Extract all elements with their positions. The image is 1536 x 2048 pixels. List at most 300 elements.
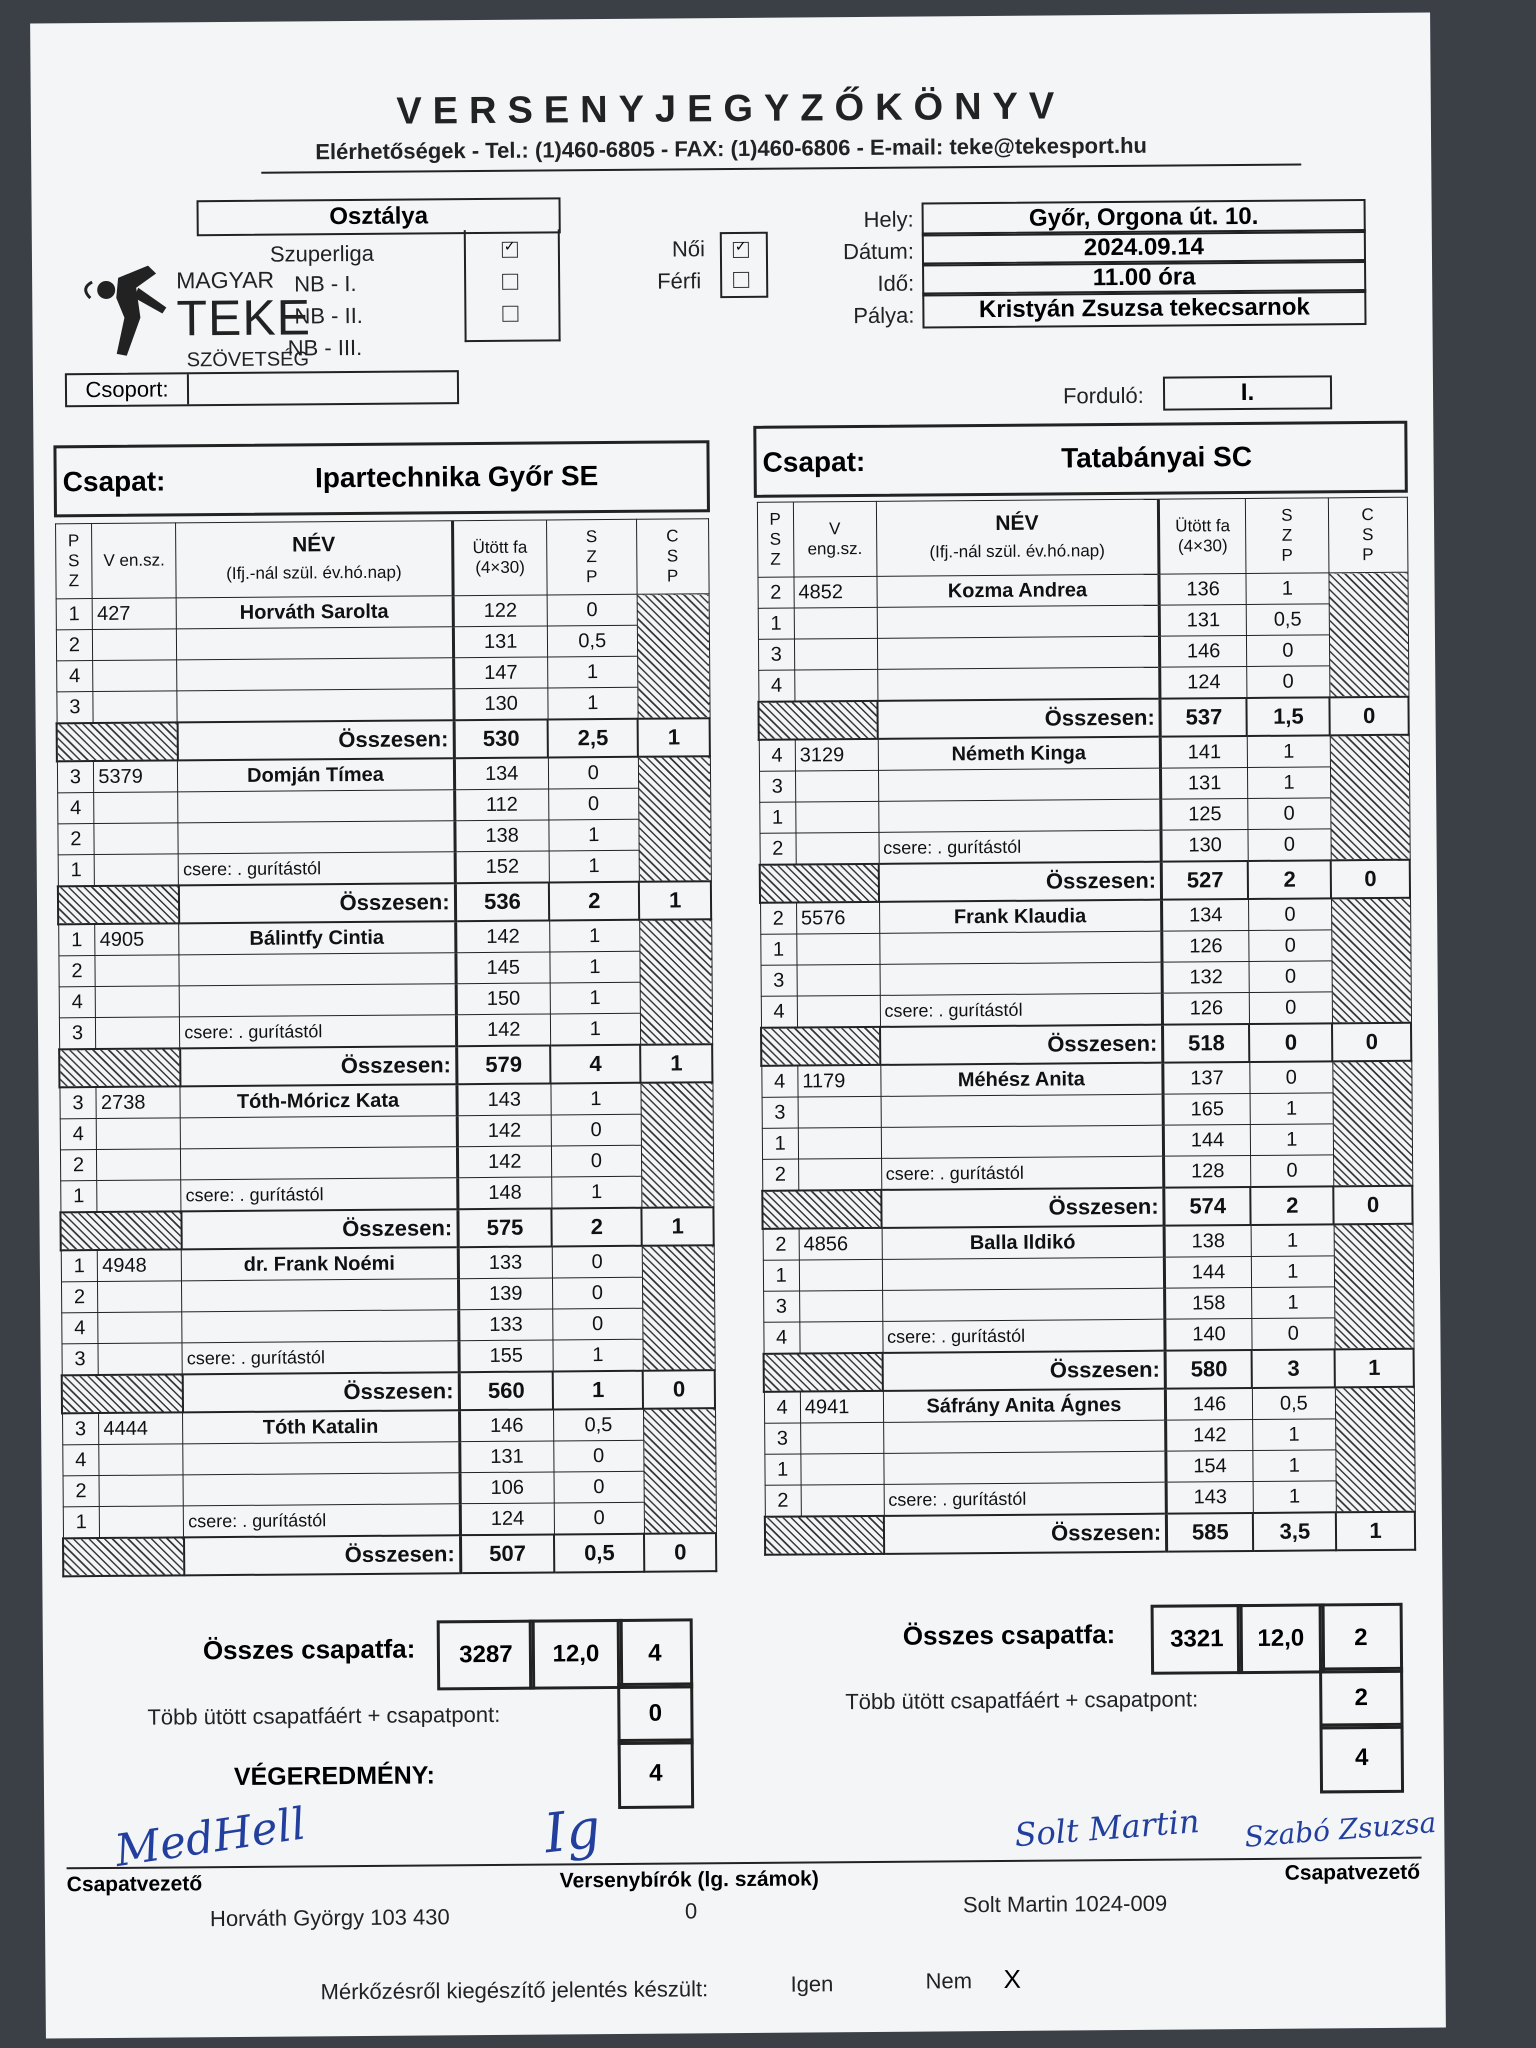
csp-hatched-cell <box>639 919 712 1045</box>
player-id: 3129 <box>795 739 878 771</box>
palya-value: Kristyán Zsuzsa tekecsarnok <box>922 289 1366 328</box>
psz-header-letter: Z <box>68 571 80 591</box>
score-cell: 132 <box>1162 961 1249 993</box>
player-id-empty <box>98 1343 182 1375</box>
player-id-empty <box>94 792 178 824</box>
score-cell: 122 <box>453 595 547 627</box>
player-id-empty <box>93 691 177 723</box>
player-row <box>62 1408 715 1445</box>
player-id-empty <box>794 607 877 639</box>
subtotal-csp: 1 <box>640 1044 712 1083</box>
player-row <box>56 625 709 661</box>
player-id-empty <box>94 854 178 886</box>
player-row <box>57 788 710 824</box>
csere-note: csere: . gurítástól <box>180 1015 457 1049</box>
player-id-empty <box>100 1506 184 1538</box>
szp-header-letter: Z <box>1281 525 1293 545</box>
player-id: 4948 <box>98 1249 182 1281</box>
subtotal-setpoints: 2 <box>552 1208 642 1247</box>
utott-header <box>1159 498 1246 574</box>
setpoint-cell: 1 <box>551 1176 641 1208</box>
report-igen: Igen <box>790 1971 834 1997</box>
player-id: 4856 <box>799 1228 882 1260</box>
lane-cell: 1 <box>759 802 796 833</box>
team-left-name: Ipartechnika Győr SE <box>314 460 599 494</box>
setpoint-cell: 0 <box>548 757 638 789</box>
contact-line: Elérhetőségek - Tel.: (1)460-6805 - FAX: (1)460-6806 - E-mail: teke@tekesport.hu <box>315 132 1148 165</box>
division-szuperliga: Szuperliga <box>269 240 374 267</box>
player-row <box>764 1449 1414 1485</box>
signature-right-1: Solt Martin <box>1013 1801 1201 1855</box>
setpoint-cell: 1 <box>548 687 638 719</box>
bowler-icon <box>78 257 179 368</box>
osszesen-label: Összesen: <box>881 1188 1164 1228</box>
subtotal-csp: 0 <box>1332 1023 1411 1062</box>
score-cell: 131 <box>1161 767 1248 799</box>
setpoint-cell: 0 <box>1247 666 1330 698</box>
player-row <box>761 1061 1411 1098</box>
csp-hatched-cell <box>1331 898 1411 1024</box>
player-row <box>759 766 1409 802</box>
player-row <box>61 1339 714 1376</box>
setpoint-cell: 0 <box>551 1145 641 1177</box>
subtotal-hatched-cell <box>58 885 179 924</box>
player-name-empty <box>177 689 454 723</box>
csp-hatched-cell <box>638 756 711 882</box>
csp-hatched-cell <box>637 594 710 719</box>
szuperliga-checkbox[interactable] <box>502 242 518 258</box>
player-row <box>57 756 710 793</box>
player-name: Balla Ildikó <box>882 1226 1165 1260</box>
lane-cell: 4 <box>61 1313 98 1344</box>
player-row <box>761 960 1411 996</box>
player-row <box>759 797 1409 833</box>
subtotal-csp: 1 <box>639 881 711 920</box>
player-name-empty <box>877 667 1160 701</box>
fordulo-label: Forduló: <box>1062 382 1144 409</box>
vegeredmeny-label: VÉGEREDMÉNY: <box>233 1761 435 1791</box>
doc-title: VERSENYJEGYZŐKÖNYV <box>396 85 1066 133</box>
score-cell: 125 <box>1161 798 1248 830</box>
player-name-empty <box>883 1420 1166 1453</box>
player-row <box>763 1224 1413 1261</box>
setpoint-cell: 0 <box>552 1308 642 1340</box>
lane-cell: 4 <box>57 793 94 824</box>
score-cell: 154 <box>1166 1450 1253 1482</box>
setpoint-cell: 0,5 <box>553 1409 643 1441</box>
setpoint-cell: 0 <box>554 1471 644 1503</box>
score-cell: 136 <box>1159 573 1246 605</box>
lane-cell: 4 <box>761 1066 798 1098</box>
lane-cell: 4 <box>60 1119 97 1150</box>
score-cell: 124 <box>1160 666 1247 698</box>
setpoint-cell: 0 <box>1251 1155 1334 1187</box>
utott-header-text: Ütött fa <box>1175 516 1231 536</box>
setpoint-cell: 1 <box>1253 1419 1336 1451</box>
player-name-empty <box>182 1279 459 1312</box>
player-name-empty <box>877 605 1160 638</box>
player-row <box>760 898 1410 935</box>
score-cell: 112 <box>454 789 548 821</box>
lane-cell: 2 <box>759 833 796 865</box>
score-cell: 142 <box>457 1115 551 1147</box>
lane-cell: 3 <box>57 761 94 793</box>
score-cell: 142 <box>457 1146 551 1178</box>
score-cell: 139 <box>458 1278 552 1310</box>
csp-hatched-cell <box>1329 572 1409 697</box>
player-id-empty <box>96 1017 180 1049</box>
subtotal-score: 574 <box>1164 1187 1251 1226</box>
subtotal-csp: 0 <box>643 1370 715 1409</box>
player-name: Frank Klaudia <box>879 900 1162 934</box>
lane-cell: 3 <box>759 771 796 802</box>
subtotal-hatched-cell <box>63 1537 184 1576</box>
player-id-empty <box>98 1312 182 1344</box>
player-id-empty <box>799 1290 882 1322</box>
score-cell: 133 <box>458 1309 552 1341</box>
player-id-empty <box>97 1149 181 1181</box>
subtotal-csp: 1 <box>642 1207 714 1246</box>
score-cell: 165 <box>1163 1093 1250 1125</box>
subtotal-hatched-cell <box>57 722 178 761</box>
player-name-empty <box>178 821 455 854</box>
csp-hatched-cell <box>641 1082 714 1208</box>
nb2-checkbox[interactable] <box>502 306 518 322</box>
setpoint-cell: 1 <box>1250 1124 1333 1156</box>
subtotal-setpoints: 4 <box>550 1045 640 1084</box>
subtotal-hatched-cell <box>765 1516 884 1555</box>
lane-cell: 4 <box>764 1392 801 1424</box>
setpoint-cell: 1 <box>1251 1224 1334 1256</box>
psz-header-letter: S <box>769 529 782 549</box>
csp-hatched-cell <box>1335 1387 1415 1513</box>
score-cell: 143 <box>457 1083 551 1115</box>
team-right-table <box>756 497 1416 1556</box>
lane-cell: 1 <box>56 599 93 630</box>
player-row <box>59 1013 712 1050</box>
csp-header-letter: P <box>666 566 679 586</box>
lane-cell: 2 <box>765 1485 802 1517</box>
setpoint-cell: 0 <box>1249 961 1332 993</box>
psz-header-letter: Z <box>770 549 781 569</box>
szp-header-letter: S <box>585 527 598 547</box>
setpoint-cell: 1 <box>549 850 639 882</box>
psz-header-letter: P <box>67 531 80 551</box>
player-name: Németh Kinga <box>878 737 1161 771</box>
score-cell: 134 <box>454 757 548 789</box>
player-id-empty <box>96 986 180 1018</box>
psz-header <box>757 502 794 577</box>
csp-hatched-cell <box>1333 1061 1413 1187</box>
player-id-empty <box>99 1475 183 1507</box>
player-id-empty <box>796 832 879 864</box>
player-name-empty <box>878 799 1161 832</box>
right-person: Solt Martin 1024-009 <box>962 1890 1168 1918</box>
score-cell: 126 <box>1162 992 1249 1024</box>
subtotal-csp: 0 <box>1334 1186 1413 1225</box>
subtotal-hatched-cell <box>60 1211 181 1250</box>
lane-cell: 4 <box>56 661 93 692</box>
setpoint-cell: 0 <box>1248 829 1331 861</box>
subtotal-score: 575 <box>458 1208 552 1247</box>
lane-cell: 3 <box>61 1344 98 1376</box>
player-name-empty <box>181 1147 458 1180</box>
player-id-empty <box>796 801 879 833</box>
score-cell: 131 <box>1159 604 1246 636</box>
score-cell: 147 <box>453 657 547 689</box>
subtotal-csp: 1 <box>638 718 710 757</box>
setpoint-cell: 0 <box>552 1246 642 1278</box>
nb1-checkbox[interactable] <box>502 274 518 290</box>
subtotal-score: 527 <box>1161 861 1248 900</box>
csp-hatched-cell <box>1334 1224 1414 1350</box>
hely-label: Hely: <box>863 206 914 232</box>
lane-cell: 2 <box>61 1282 98 1313</box>
osszesen-label: Összesen: <box>181 1209 458 1249</box>
osszesen-label: Összesen: <box>180 1046 457 1086</box>
nev-header <box>876 499 1159 576</box>
signature-middle: Ig <box>540 1796 604 1866</box>
csere-note: csere: . gurítástól <box>882 1319 1165 1353</box>
setpoint-cell: 0 <box>1248 898 1331 930</box>
setpoint-cell: 1 <box>550 951 640 983</box>
player-id-empty <box>95 955 179 987</box>
score-cell: 141 <box>1160 736 1247 768</box>
player-name: Sáfrány Anita Ágnes <box>883 1389 1166 1423</box>
setpoint-cell: 0 <box>552 1277 642 1309</box>
player-row <box>764 1387 1414 1424</box>
lane-cell: 3 <box>56 692 93 724</box>
lane-cell: 4 <box>62 1445 99 1476</box>
score-cell: 133 <box>458 1246 552 1278</box>
szp-header <box>546 519 637 595</box>
score-cell: 143 <box>1166 1481 1253 1513</box>
subtotal-setpoints: 0,5 <box>554 1534 644 1573</box>
subtotal-setpoints: 2,5 <box>548 719 638 758</box>
player-id: 4941 <box>800 1391 883 1423</box>
score-cell: 146 <box>1160 635 1247 667</box>
subtotal-row <box>62 1370 715 1413</box>
subtotal-row <box>758 697 1408 740</box>
utott-header-sub: (4×30) <box>475 557 525 578</box>
team-right-header <box>753 421 1408 498</box>
subtotal-row <box>57 718 710 761</box>
noi-checkbox[interactable] <box>733 242 749 258</box>
subtotal-score: 536 <box>455 882 549 921</box>
lane-cell: 2 <box>63 1476 100 1507</box>
csoport-label: Csoport: <box>67 374 189 405</box>
player-row <box>62 1440 715 1476</box>
player-row <box>60 1145 713 1181</box>
subtotal-setpoints: 2 <box>1251 1186 1334 1225</box>
grand-total-left: 3287 <box>437 1620 536 1691</box>
player-row <box>59 982 712 1018</box>
score-cell: 131 <box>459 1441 553 1473</box>
score-cell: 137 <box>1163 1062 1250 1094</box>
score-cell: 128 <box>1164 1155 1251 1187</box>
player-name-empty <box>183 1442 460 1475</box>
score-cell: 152 <box>455 851 549 883</box>
player-name-empty <box>177 658 454 691</box>
setpoint-cell: 1 <box>1253 1450 1336 1482</box>
nev-header-sub: (Ifj.-nál szül. év.hó.nap) <box>226 562 402 584</box>
osztaly-title: Osztálya <box>197 197 561 236</box>
hely-value: Győr, Orgona út. 10. <box>922 199 1366 236</box>
final-left: 4 <box>618 1738 695 1809</box>
subtotal-setpoints: 2 <box>549 882 639 921</box>
szp-header-letter: S <box>1281 505 1293 525</box>
utott-header-sub: (4×30) <box>1177 536 1228 556</box>
player-id-empty <box>799 1259 882 1291</box>
logo-magyar: MAGYAR <box>176 266 275 294</box>
player-id: 2738 <box>96 1086 180 1118</box>
setpoint-cell: 1 <box>549 819 639 851</box>
player-row <box>60 1176 713 1213</box>
csp-hatched-cell <box>642 1245 715 1371</box>
subtotal-csp: 0 <box>1331 860 1410 899</box>
extra-point-right: 2 <box>1319 1667 1403 1730</box>
ferfi-label: Férfi <box>657 268 702 294</box>
psz-header-letter: P <box>769 509 781 529</box>
score-cell: 138 <box>1164 1225 1251 1257</box>
player-row <box>763 1255 1413 1291</box>
lane-cell: 2 <box>757 577 794 608</box>
subtotal-hatched-cell <box>62 1374 183 1413</box>
player-row <box>758 634 1408 670</box>
signature-right-2: Szabó Zsuzsa <box>1243 1805 1438 1854</box>
osszesen-label: Összesen: <box>177 720 454 760</box>
player-row <box>58 951 711 987</box>
player-name-empty <box>179 984 456 1017</box>
noi-label: Női <box>671 236 706 262</box>
report-mark: X <box>1003 1963 1021 1994</box>
score-cell: 142 <box>455 920 549 952</box>
player-name: Bálintfy Cintia <box>179 921 456 955</box>
player-row <box>63 1502 716 1539</box>
player-id-empty <box>797 964 880 996</box>
subtotal-csp: 0 <box>644 1533 716 1572</box>
tobb-label-left: Több ütött csapatfáért + csapatpont: <box>147 1701 501 1730</box>
subtotal-row <box>63 1533 716 1576</box>
datum-value: 2024.09.14 <box>922 229 1366 266</box>
player-name: Kozma Andrea <box>877 574 1160 607</box>
table-header <box>55 519 709 599</box>
lane-cell: 1 <box>60 1181 97 1213</box>
player-row <box>61 1245 714 1282</box>
extra-point-left: 0 <box>617 1682 693 1745</box>
osszesen-label: Összesen: <box>184 1535 461 1575</box>
versenybirok-label: Versenybírók (lg. számok) <box>559 1867 819 1893</box>
csp-hatched-cell <box>1330 735 1410 861</box>
report-label: Mérkőzésről kiegészítő jelentés készült: <box>320 1976 709 2005</box>
player-row <box>762 1154 1412 1191</box>
team-right-name: Tatabányai SC <box>1060 440 1253 474</box>
score-cell: 124 <box>460 1503 554 1535</box>
setpoint-cell: 0 <box>554 1502 644 1534</box>
player-id-empty <box>801 1453 884 1485</box>
csapat-label-right: Csapat: <box>762 445 866 478</box>
subtotal-row <box>762 1186 1412 1229</box>
player-row <box>763 1286 1413 1322</box>
setpoint-cell: 0,5 <box>547 625 637 657</box>
middle-number: 0 <box>684 1898 698 1924</box>
score-cell: 142 <box>1166 1419 1253 1451</box>
setpoint-cell: 1 <box>1247 767 1330 799</box>
setpoint-cell: 1 <box>1246 573 1329 605</box>
player-id: 4905 <box>95 923 179 955</box>
logo-teke: TEKE <box>176 289 312 347</box>
csp-header-letter: C <box>666 526 679 546</box>
v-header <box>793 501 876 577</box>
subtotal-row <box>59 1044 712 1087</box>
csere-note: csere: . gurítástól <box>178 852 455 886</box>
v-header-text: V en.sz. <box>103 550 165 570</box>
setpoint-cell: 0 <box>1250 1061 1333 1093</box>
grand-csp-left: 4 <box>617 1618 694 1689</box>
player-name-empty <box>179 953 456 986</box>
score-cell: 140 <box>1165 1318 1252 1350</box>
utott-header-text: Ütött fa <box>472 537 528 558</box>
player-row <box>59 1082 712 1119</box>
subtotal-setpoints: 1 <box>553 1371 643 1410</box>
lane-cell: 1 <box>760 934 797 965</box>
signature-left: MedHell <box>111 1798 309 1877</box>
ferfi-checkbox[interactable] <box>733 272 749 288</box>
player-id-empty <box>798 1096 881 1128</box>
grand-csp-right: 2 <box>1319 1603 1404 1674</box>
player-row <box>762 1092 1412 1128</box>
lane-cell: 2 <box>60 1150 97 1181</box>
player-id: 4852 <box>794 576 877 608</box>
lane-cell: 1 <box>61 1250 98 1282</box>
ido-value: 11.00 óra <box>922 259 1366 296</box>
csere-note: csere: . gurítástól <box>182 1341 459 1375</box>
setpoint-cell: 0 <box>1252 1318 1335 1350</box>
lane-cell: 2 <box>763 1229 800 1261</box>
division-nb1: NB - I. <box>294 270 357 297</box>
player-id-empty <box>795 770 878 802</box>
player-name: Tóth Katalin <box>183 1410 460 1444</box>
subtotal-score: 518 <box>1163 1024 1250 1063</box>
lane-cell: 3 <box>59 1087 96 1119</box>
setpoint-cell: 1 <box>553 1339 643 1371</box>
psz-header-letter: S <box>68 551 80 571</box>
datum-label: Dátum: <box>842 238 915 265</box>
score-cell: 126 <box>1162 930 1249 962</box>
subtotal-setpoints: 2 <box>1248 860 1331 899</box>
lane-cell: 1 <box>58 855 95 887</box>
player-id-empty <box>99 1444 183 1476</box>
subtotal-score: 560 <box>459 1371 553 1410</box>
player-row <box>759 828 1409 865</box>
setpoint-cell: 1 <box>1252 1287 1335 1319</box>
lane-cell: 2 <box>56 630 93 661</box>
player-name: Tóth-Móricz Kata <box>180 1084 457 1118</box>
player-name-empty <box>883 1451 1166 1484</box>
osszesen-label: Összesen: <box>878 699 1161 739</box>
player-row <box>761 991 1411 1028</box>
lane-cell: 3 <box>762 1097 799 1128</box>
player-id-empty <box>801 1484 884 1516</box>
setpoint-cell: 0 <box>551 1114 641 1146</box>
psz-header <box>55 524 92 599</box>
player-row <box>61 1277 714 1313</box>
osszesen-label: Összesen: <box>880 1025 1163 1065</box>
grand-sp-right: 12,0 <box>1237 1603 1326 1674</box>
csapat-label-left: Csapat: <box>62 465 166 498</box>
player-id-empty <box>94 823 178 855</box>
player-row <box>762 1123 1412 1159</box>
